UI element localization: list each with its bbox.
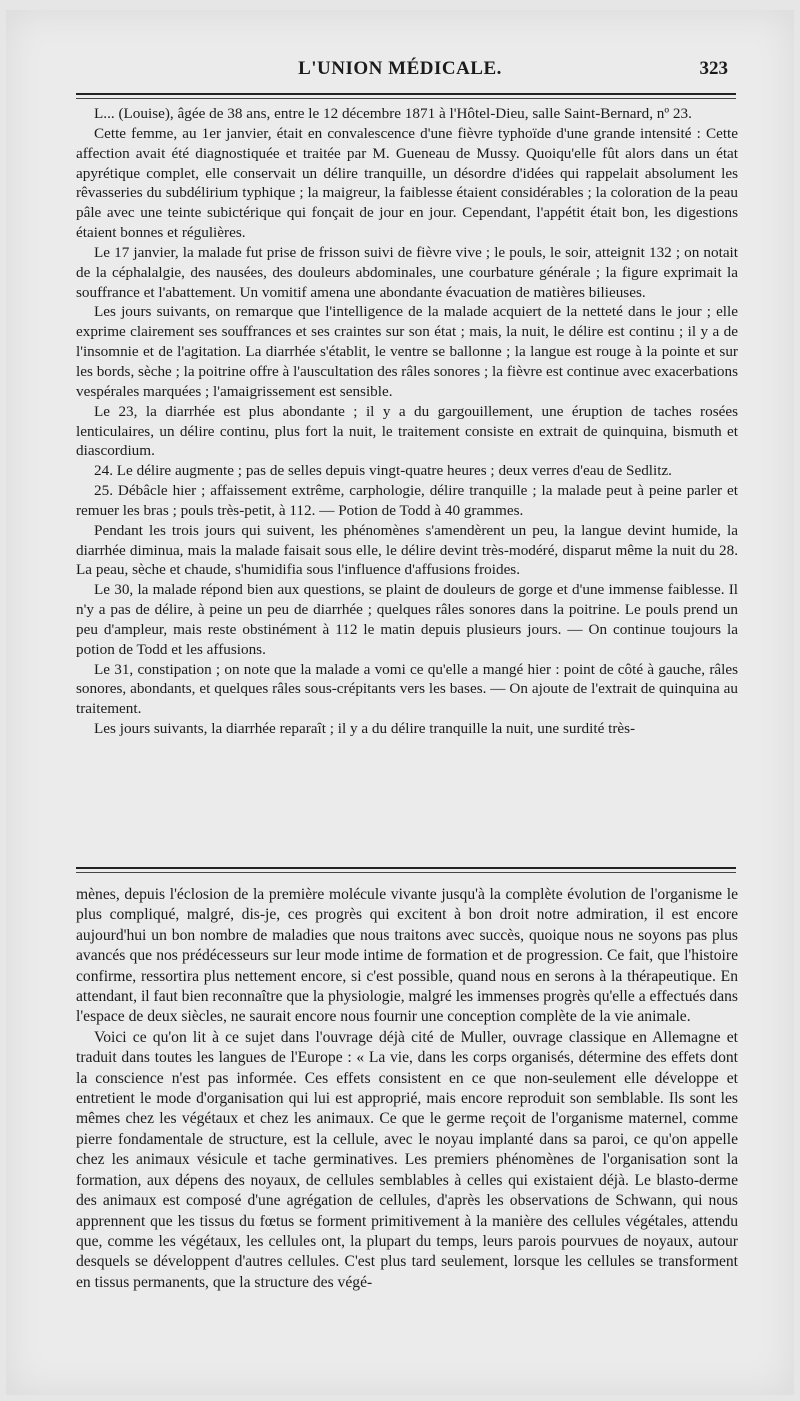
case-paragraph: Le 31, constipation ; on note que la malade a vomi ce qu'elle a mangé hier : point de côté à gauche, râles sonores, abondants, et quelques râles sous-crépitants vers les bases. — On ajoute de l'extrait de quinquina au traitement.: [76, 660, 738, 718]
feuilleton-section: [76, 885, 738, 1293]
case-paragraph: Le 17 janvier, la malade fut prise de frisson suivi de fièvre vive ; le pouls, le soir, atteignit 132 ; on notait de la céphalalgie, des nausées, des douleurs abdominales, une courbature générale ; la figure exprimait la souffrance et l'abattement. Un vomitif amena une abondante évacuation de matières bilieuses.: [76, 243, 738, 301]
case-paragraph: 24. Le délire augmente ; pas de selles depuis vingt-quatre heures ; deux verres d'eau de Sedlitz.: [94, 462, 672, 480]
case-paragraph: Pendant les trois jours qui suivent, les phénomènes s'amendèrent un peu, la langue devint humide, la diarrhée diminua, mais la malade faisait sous elle, le délire devint très-modéré, disparut même la nuit du 28. La peau, sèche et chaude, s'humidifia sous l'influence d'affusions froides.: [76, 521, 738, 579]
journal-page: [6, 10, 794, 1395]
page-header: [6, 58, 794, 84]
page-number: 323: [699, 58, 728, 79]
case-paragraph: Le 30, la malade répond bien aux questions, se plaint de douleurs de gorge et d'une immense faiblesse. Il n'y a pas de délire, à peine un peu de diarrhée ; quelques râles sonores dans la poitrine. Le pouls prend un peu d'ampleur, mais reste obstinément à 112 le matin depuis plusieurs jours. — On continue toujours la potion de Todd et les affusions.: [76, 581, 738, 658]
case-paragraph: Les jours suivants, la diarrhée reparaît ; il y a du délire tranquille la nuit, une surdité très-: [94, 720, 636, 738]
feuilleton-paragraph: mènes, depuis l'éclosion de la première molécule vivante jusqu'à la complète évolution de l'organisme le plus compliqué, malgré, dis-je, ces progrès qui excitent à bon droit notre admiration, il est encore aujourd'hui un bon nombre de maladies que nous traitons avec succès, quoique nous ne soyons pas plus avancés que nos prédécesseurs sur leur mode intime de formation et de progression. Ce fait, que l'histoire confirme, ressortira plus nettement encore, si c'est possible, quand nous en serons à la thérapeutique. En attendant, il faut bien reconnaître que la physiologie, malgré les immenses progrès qu'elle a effectués dans l'espace de deux siècles, ne saurait encore nous fournir une conception complète de la vie animale.: [76, 886, 738, 1026]
case-paragraph: Les jours suivants, on remarque que l'intelligence de la malade acquiert de la netteté dans le jour ; elle exprime clairement ses souffrances et ses craintes sur son état ; mais, la nuit, le délire est continu ; il y a de l'insomnie et de l'agitation. La diarrhée s'établit, le ventre se ballonne ; la langue est rouge à la pointe et sur les bords, sèche ; la poitrine offre à l'auscultation des râles sonores ; la fièvre est continue avec exacerbations vespérales marquées ; l'amaigrissement est sensible.: [76, 303, 738, 400]
case-paragraph: 25. Débâcle hier ; affaissement extrême, carphologie, délire tranquille ; la malade peut à peine parler et remuer les bras ; pouls très-petit, à 112. — Potion de Todd à 40 grammes.: [76, 482, 738, 519]
header-rule-thin: [76, 98, 736, 99]
feuilleton-divider: [76, 867, 736, 869]
case-report-section: [76, 104, 738, 739]
header-rule: [76, 93, 736, 95]
feuilleton-paragraph: Voici ce qu'on lit à ce sujet dans l'ouvrage déjà cité de Muller, ouvrage classique en Allemagne et traduit dans toutes les langues de l'Europe : « La vie, dans les corps organisés, détermine des effets dont la conscience n'est pas informée. Ces effets consistent en ce que non-seulement elle développe et entretient le mode d'organisation qui lui est approprié, mais encore reproduit son semblable. Ils sont les mêmes chez les végétaux et chez les animaux. Ce que le germe reçoit de l'organisme maternel, comme pierre fondamentale de structure, est la cellule, avec le noyau implanté dans sa paroi, ce qu'on appelle chez les animaux vésicule et tache germinatives. Les premiers phénomènes de l'organisation sont la formation, aux dépens des noyaux, de cellules semblables à celles qui existaient déjà. Le blasto-derme des animaux est composé d'une agrégation de cellules, d'après les observations de Schwann, qui nous apprennent que les tissus du fœtus se forment primitivement à la manière des cellules végétales, attendu que, comme les végétaux, les cellules ont, la plupart du temps, leurs parois pourvues de noyaux, autour desquels se développent d'autres cellules. C'est plus tard seulement, lorsque les cellules se transforment en tissus permanents, que la structure des végé-: [76, 1028, 738, 1291]
feuilleton-divider-thin: [76, 872, 736, 873]
case-paragraph: L... (Louise), âgée de 38 ans, entre le 12 décembre 1871 à l'Hôtel-Dieu, salle Saint-Bernard, nº 23.: [94, 105, 692, 122]
case-paragraph: Le 23, la diarrhée est plus abondante ; il y a du gargouillement, une éruption de taches rosées lenticulaires, un délire continu, plus fort la nuit, le traitement consiste en extrait de quinquina, bismuth et diascordium.: [76, 402, 738, 460]
case-paragraph: Cette femme, au 1er janvier, était en convalescence d'une fièvre typhoïde d'une grande intensité : Cette affection avait été diagnostiquée et traitée par M. Gueneau de Mussy. Quoiqu'elle fût alors dans un état apyrétique complet, elle conservait un délire tranquille, un désordre d'idées qui rappelait absolument les rêvasseries du subdélirium typhique ; la maigreur, la faiblesse étaient considérables ; la coloration de la peau pâle avec une teinte subictérique qui fonçait de jour en jour. Cependant, l'appétit était bon, les digestions étaient bonnes et régulières.: [76, 124, 738, 242]
running-title: L'UNION MÉDICALE.: [298, 58, 502, 79]
